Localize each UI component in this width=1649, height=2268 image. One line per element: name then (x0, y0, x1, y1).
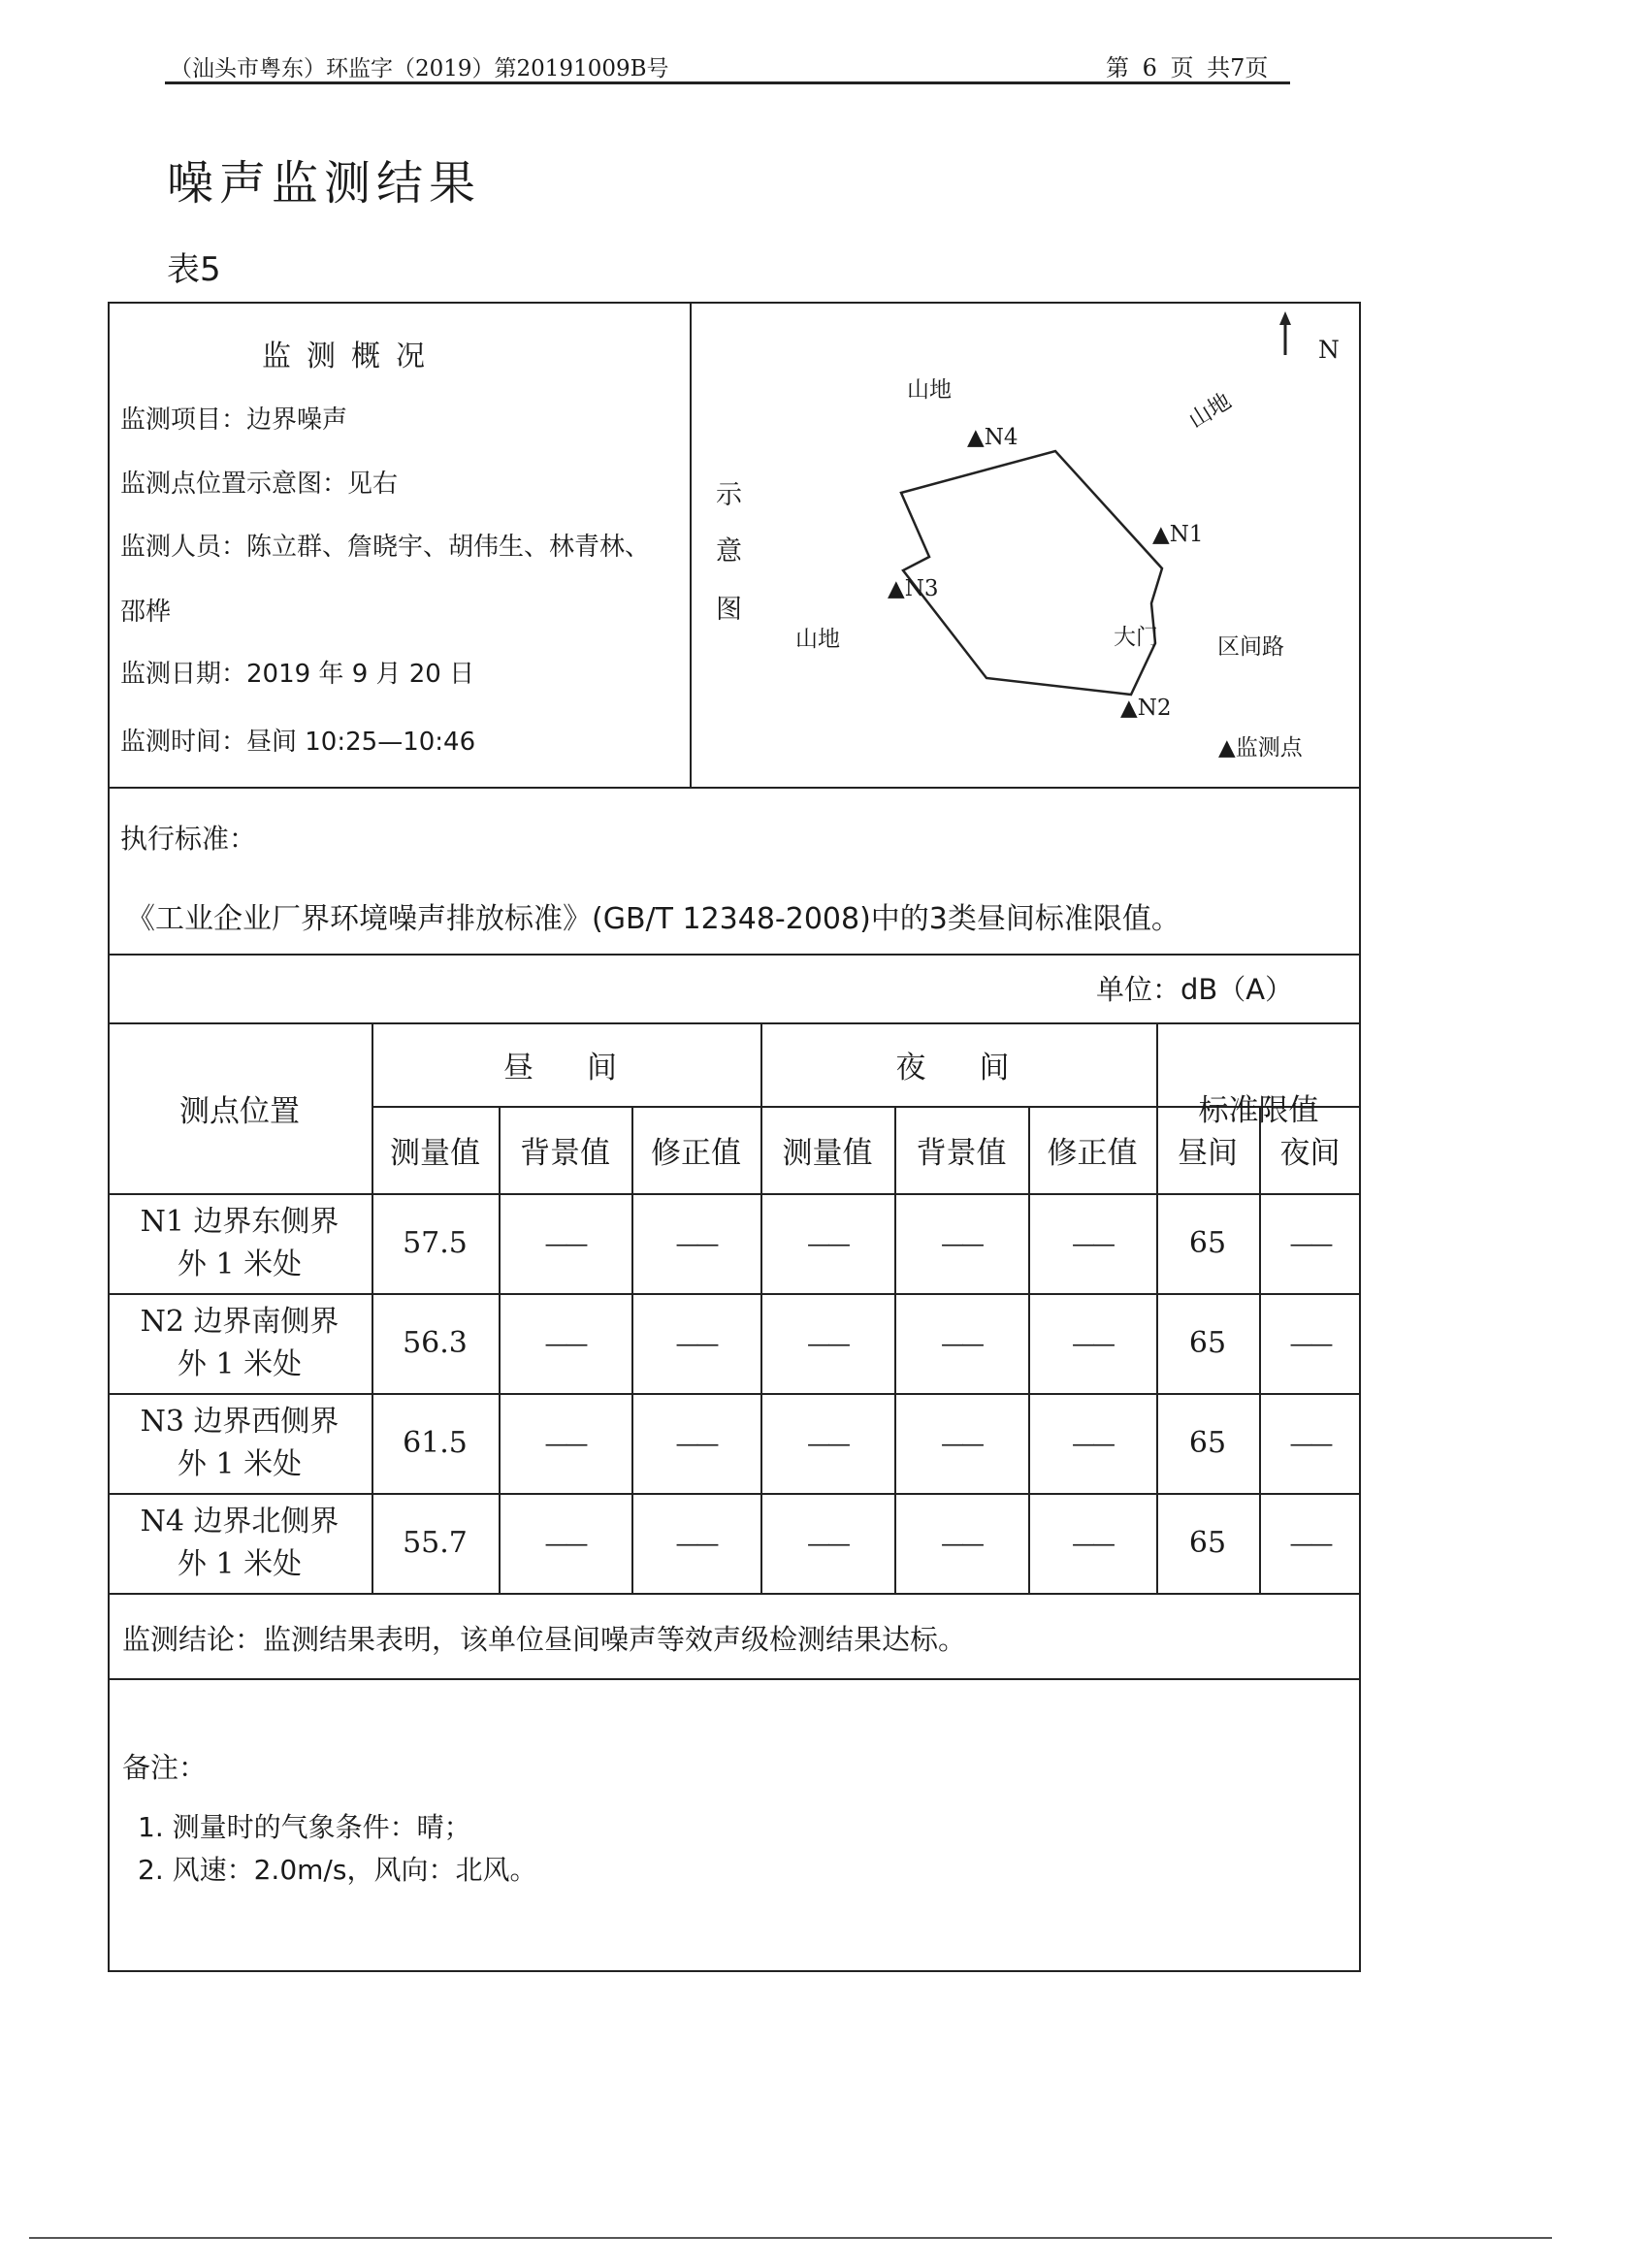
north-label: N (1318, 336, 1340, 364)
site-boundary (901, 451, 1162, 695)
empty-dash: —— (1289, 1229, 1331, 1257)
empty-dash: —— (675, 1529, 717, 1557)
header-rule (165, 81, 1290, 84)
header-nighttime: 夜 间 (895, 1050, 1021, 1085)
empty-dash: —— (1072, 1229, 1113, 1257)
monitoring-date: 监测日期：2019 年 9 月 20 日 (120, 660, 475, 689)
header-day-corrected: 修正值 (651, 1135, 741, 1171)
mountain-label-west: 山地 (795, 627, 840, 652)
header-daytime: 昼 间 (503, 1050, 629, 1085)
gate-label: 大门 (1114, 625, 1158, 650)
location-line-1: N4 边界北侧界 (140, 1504, 340, 1539)
standard-text: 《工业企业厂界环境噪声排放标准》(GB/T 12348-2008)中的3类昼间标准限值。 (126, 902, 1180, 936)
location-line-1: N2 边界南侧界 (140, 1304, 340, 1339)
page-title: 噪声监测结果 (167, 156, 482, 211)
remark-item-1: 1. 测量时的气象条件：晴； (138, 1811, 471, 1843)
empty-dash: —— (941, 1329, 982, 1357)
header-limit-night: 夜间 (1279, 1135, 1341, 1171)
point-n3: ▲N3 (888, 576, 939, 601)
location-line-2: 外 1 米处 (177, 1546, 303, 1581)
road-label: 区间路 (1217, 634, 1284, 660)
empty-dash: —— (1289, 1329, 1331, 1357)
empty-dash: —— (941, 1229, 982, 1257)
rule-row-4 (108, 1593, 1361, 1595)
empty-dash: —— (1072, 1329, 1113, 1357)
remarks-heading: 备注： (122, 1751, 208, 1784)
unit-label: 单位：dB（A） (1096, 973, 1294, 1006)
diagram-legend: ▲监测点 (1218, 735, 1303, 761)
limit-day-value: 65 (1188, 1426, 1227, 1460)
empty-dash: —— (941, 1529, 982, 1557)
empty-dash: —— (544, 1229, 586, 1257)
empty-dash: —— (544, 1429, 586, 1457)
rule-conclusion-bottom (108, 1678, 1361, 1680)
header-location: 测点位置 (179, 1093, 300, 1129)
point-n2: ▲N2 (1120, 696, 1172, 721)
header-night-measured: 测量值 (782, 1135, 873, 1171)
point-n1: ▲N1 (1152, 522, 1204, 547)
empty-dash: —— (544, 1529, 586, 1557)
point-n4: ▲N4 (967, 425, 1018, 450)
table-label: 表5 (167, 250, 221, 289)
mountain-label-north: 山地 (907, 377, 952, 403)
table-row-location (108, 1293, 372, 1393)
diagram-label-char-1: 示 (716, 480, 742, 510)
north-arrow-icon (1279, 311, 1291, 355)
monitoring-time: 监测时间：昼间 10:25—10:46 (120, 728, 476, 757)
page-info: 第 6 页 共7页 (1106, 54, 1269, 81)
day-measured-value: 55.7 (403, 1526, 468, 1560)
monitoring-conclusion: 监测结论：监测结果表明，该单位昼间噪声等效声级检测结果达标。 (122, 1623, 967, 1656)
limit-day-value: 65 (1188, 1326, 1227, 1360)
diagram-label-char-3: 图 (716, 595, 742, 625)
location-line-2: 外 1 米处 (177, 1446, 303, 1481)
standard-heading: 执行标准： (120, 823, 257, 855)
header-day-measured: 测量值 (390, 1135, 480, 1171)
header-night-background: 背景值 (916, 1135, 1007, 1171)
location-diagram-note: 监测点位置示意图：见右 (120, 470, 399, 499)
header-standard-limit: 标准限值 (1198, 1093, 1319, 1128)
empty-dash: —— (941, 1429, 982, 1457)
mountain-label-northeast: 山地 (1184, 388, 1236, 435)
empty-dash: —— (675, 1429, 717, 1457)
personnel-line-1: 监测人员：陈立群、詹晓宇、胡伟生、林青林、 (120, 533, 651, 562)
empty-dash: —— (544, 1329, 586, 1357)
empty-dash: —— (675, 1229, 717, 1257)
empty-dash: —— (1072, 1429, 1113, 1457)
location-line-1: N3 边界西侧界 (140, 1404, 340, 1439)
header-limit-day: 昼间 (1178, 1135, 1238, 1171)
document-number: （汕头市粤东）环监字（2019）第20191009B号 (170, 56, 669, 81)
page-bottom-rule (29, 2237, 1552, 2239)
personnel-line-2: 邵桦 (120, 598, 172, 627)
diagram-label-char-2: 意 (716, 536, 742, 567)
empty-dash: —— (1289, 1429, 1331, 1457)
day-measured-value: 56.3 (403, 1326, 468, 1360)
remark-item-2: 2. 风速：2.0m/s，风向：北风。 (138, 1854, 537, 1886)
table-row-location (108, 1393, 372, 1493)
empty-dash: —— (1072, 1529, 1113, 1557)
empty-dash: —— (807, 1229, 848, 1257)
location-line-1: N1 边界东侧界 (140, 1204, 340, 1239)
limit-day-value: 65 (1188, 1226, 1227, 1260)
table-row-location (108, 1493, 372, 1593)
day-measured-value: 61.5 (403, 1426, 468, 1460)
monitoring-project: 监测项目：边界噪声 (120, 405, 348, 435)
header-night-corrected: 修正值 (1047, 1135, 1138, 1171)
day-measured-value: 57.5 (403, 1226, 468, 1260)
table-row-location (108, 1193, 372, 1293)
header-day-background: 背景值 (520, 1135, 610, 1171)
empty-dash: —— (807, 1529, 848, 1557)
site-diagram (690, 302, 1361, 787)
location-line-2: 外 1 米处 (177, 1346, 303, 1381)
limit-day-value: 65 (1188, 1526, 1227, 1560)
location-line-2: 外 1 米处 (177, 1247, 303, 1281)
empty-dash: —— (807, 1429, 848, 1457)
overview-heading: 监测概况 (262, 340, 440, 373)
rule-overview-bottom (108, 787, 1361, 789)
empty-dash: —— (807, 1329, 848, 1357)
rule-standard-bottom (108, 954, 1361, 956)
empty-dash: —— (1289, 1529, 1331, 1557)
empty-dash: —— (675, 1329, 717, 1357)
